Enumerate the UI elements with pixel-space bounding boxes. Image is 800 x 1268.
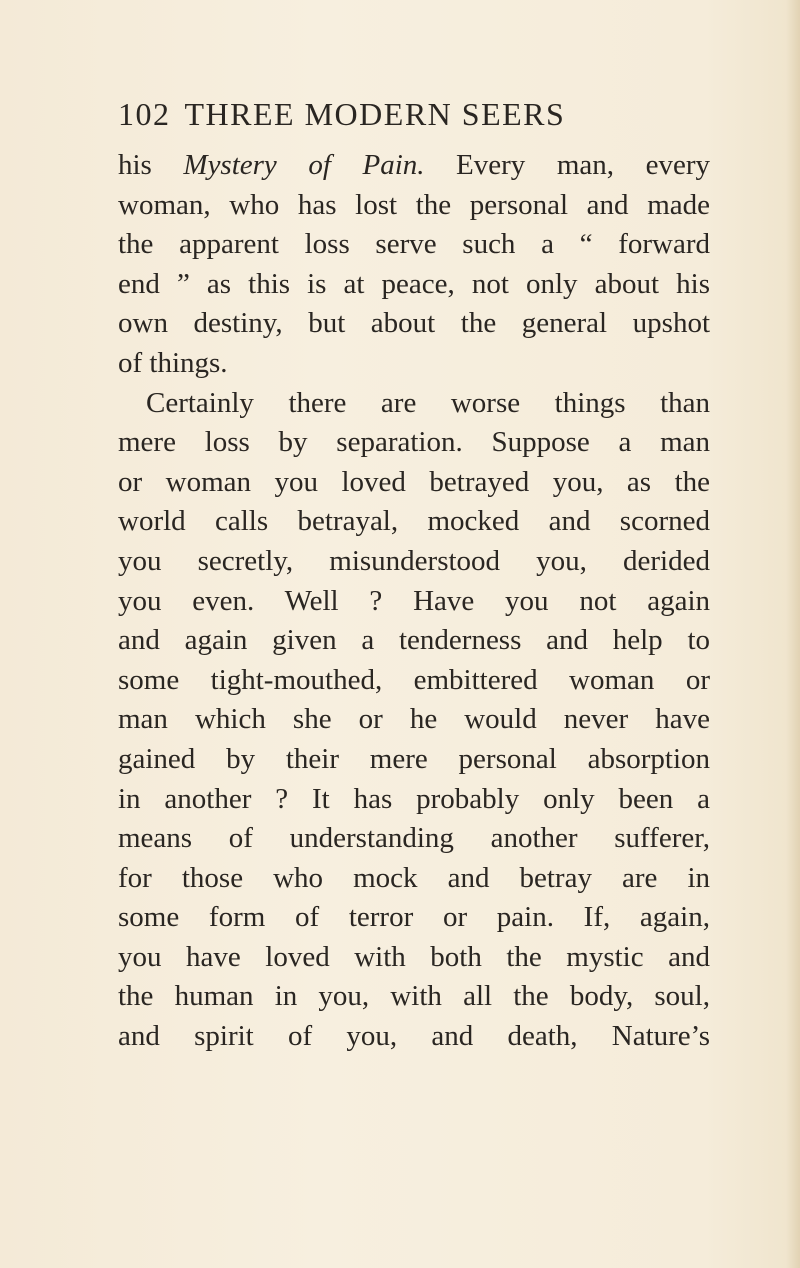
text-line: end ” as this is at peace, not only about his (118, 267, 710, 300)
text-line: woman, who has lost the personal and made (118, 188, 710, 221)
text-line: gained by their mere personal absorption (118, 742, 710, 775)
text-line: some form of terror or pain. If, again, (118, 901, 710, 934)
text-line: you have loved with both the mystic and (118, 940, 710, 973)
text-line: the apparent loss serve such a “ forward (118, 228, 710, 261)
paragraph (118, 146, 710, 384)
text-line: world calls betrayal, mocked and scorned (118, 505, 710, 538)
text-fragment: his (118, 149, 184, 181)
text-fragment: Every man, every (424, 149, 710, 181)
text-line (118, 146, 710, 186)
text-line: mere loss by separation. Suppose a man (118, 426, 710, 459)
page-edge-shadow (786, 0, 800, 1268)
text-line: of things. (118, 346, 228, 379)
text-line: Certainly there are worse things than (146, 386, 710, 419)
body-text (118, 146, 710, 1057)
text-line: some tight-mouthed, embittered woman or (118, 663, 710, 696)
text-line: the human in you, with all the body, soul, (118, 980, 710, 1013)
text-line: and again given a tenderness and help to (118, 624, 710, 657)
page-number: 102 (118, 96, 171, 132)
running-header (118, 92, 678, 136)
text-line: means of understanding another sufferer, (118, 822, 710, 855)
text-line: and spirit of you, and death, Nature’s (118, 1020, 710, 1053)
paragraph (118, 384, 710, 1057)
book-title: Mystery of Pain. (183, 149, 425, 181)
text-line: own destiny, but about the general upshot (118, 307, 710, 340)
text-line: you even. Well ? Have you not again (118, 584, 710, 617)
running-title: THREE MODERN SEERS (184, 96, 566, 132)
text-line: or woman you loved betrayed you, as the (118, 465, 710, 498)
text-line: in another ? It has probably only been a (118, 782, 710, 815)
text-line: for those who mock and betray are in (118, 861, 710, 894)
text-line: you secretly, misunderstood you, derided (118, 544, 710, 577)
text-line: man which she or he would never have (118, 703, 710, 736)
